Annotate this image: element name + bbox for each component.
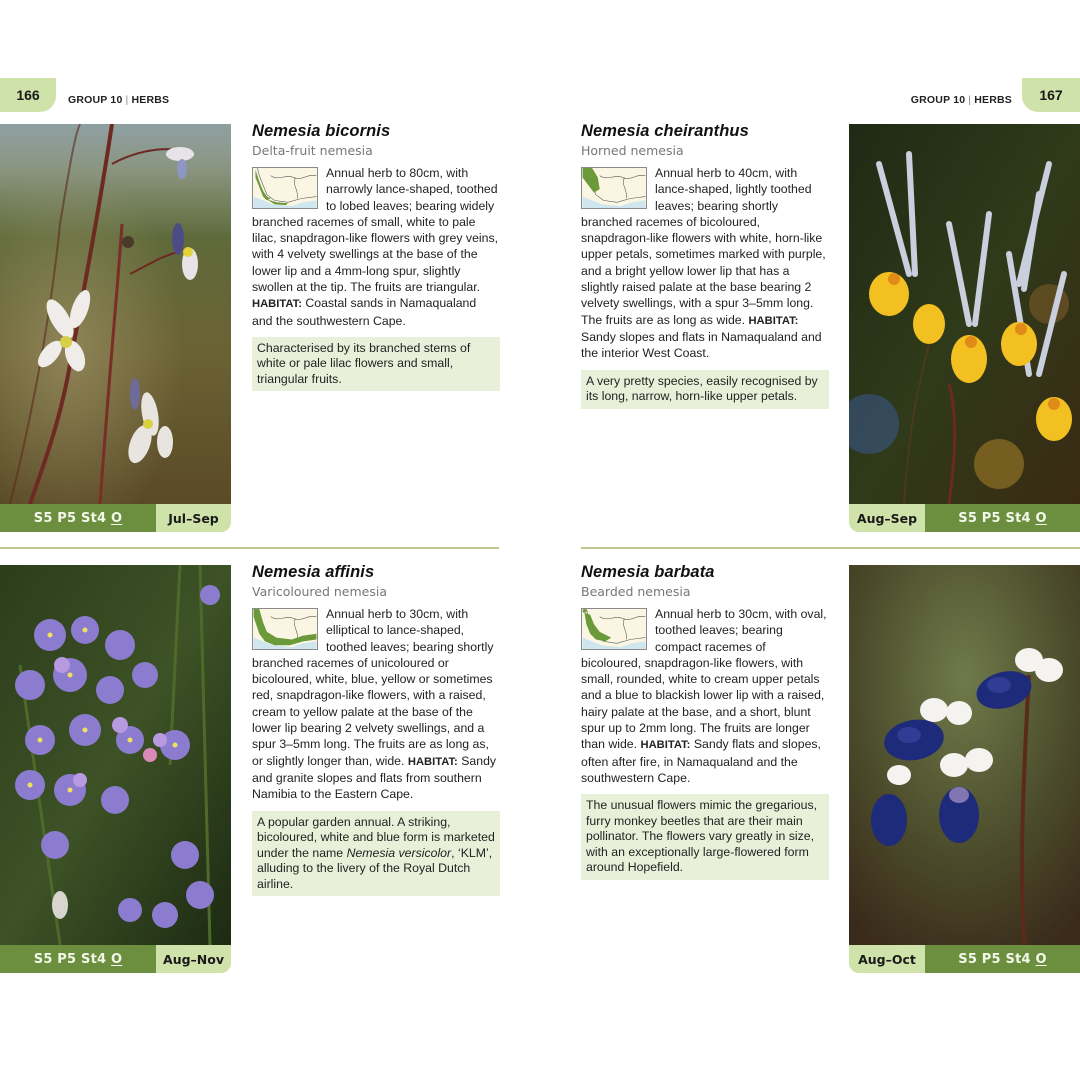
section-label: HERBS <box>131 94 170 106</box>
entry-nemesia-bicornis <box>252 121 500 391</box>
distribution-map-icon <box>252 608 318 650</box>
section-label: HERBS <box>974 94 1012 106</box>
page-number-left: 166 <box>0 78 56 112</box>
identification-note: Characterised by its branched stems of white or pale lilac flowers and small, triangular fruits. <box>252 337 500 392</box>
entry-nemesia-affinis <box>252 562 500 896</box>
photo-nemesia-cheiranthus <box>849 124 1080 504</box>
badge-nemesia-cheiranthus <box>849 504 1080 532</box>
identification-note: A very pretty species, easily recognised by its long, narrow, horn-like upper petals. <box>581 370 829 409</box>
common-name: Delta-fruit nemesia <box>252 143 373 158</box>
conservation-codes: S5 P5 St4 O <box>0 504 156 532</box>
running-head-right: GROUP 10 | HERBS <box>910 94 1012 106</box>
scientific-name: Nemesia barbata <box>581 563 715 581</box>
section-divider-left <box>0 547 499 549</box>
badge-nemesia-affinis <box>0 945 231 973</box>
entry-nemesia-cheiranthus <box>581 121 829 409</box>
species-description: Annual herb to 30cm, with oval, toothed leaves; bearing compact racemes of bicoloured, snapdragon-like flowers, with small, rounded, white to cream upper petals and a blue to blackish lower lip with a raised, hairy palate at the base, and a short, blunt spur up to 2mm long. The fruits are longer than wide. HABITAT: Sandy flats and slopes, often after fire, in Namaqualand and the southwestern Cape. <box>581 607 827 785</box>
entry-nemesia-barbata <box>581 562 829 880</box>
common-name: Horned nemesia <box>581 143 684 158</box>
scientific-name: Nemesia bicornis <box>252 122 391 140</box>
running-head-left: GROUP 10 | HERBS <box>68 94 170 106</box>
flowering-months: Aug–Oct <box>849 945 925 973</box>
flowering-months: Aug–Sep <box>849 504 925 532</box>
page-number-right: 167 <box>1022 78 1080 112</box>
identification-note: The unusual flowers mimic the gregarious, furry monkey beetles that are their main pollinator. The flowers vary greatly in size, with an exceptionally large-flowered form around Hopefield. <box>581 794 829 880</box>
group-label: GROUP 10 <box>68 94 123 106</box>
flowering-months: Jul–Sep <box>156 504 231 532</box>
distribution-map-icon <box>252 167 318 209</box>
species-description: Annual herb to 80cm, with narrowly lance-shaped, toothed to lobed leaves; bearing widely branched racemes of small, white to pale lilac, snapdragon-like flowers with grey veins, with 4 velvety swellings at the base of the lower lip and a 4mm-long spur, slightly swollen at the tip. The fruits are triangular. HABITAT: Coastal sands in Namaqualand and the southwestern Cape. <box>252 166 499 328</box>
scientific-name: Nemesia cheiranthus <box>581 122 749 140</box>
badge-nemesia-barbata <box>849 945 1080 973</box>
conservation-codes: S5 P5 St4 O <box>925 504 1080 532</box>
conservation-codes: S5 P5 St4 O <box>925 945 1080 973</box>
badge-nemesia-bicornis <box>0 504 231 532</box>
section-divider-right <box>581 547 1080 549</box>
photo-nemesia-bicornis <box>0 124 231 504</box>
common-name: Bearded nemesia <box>581 584 691 599</box>
common-name: Varicoloured nemesia <box>252 584 388 599</box>
photo-nemesia-barbata <box>849 565 1080 945</box>
conservation-codes: S5 P5 St4 O <box>0 945 156 973</box>
distribution-map-icon <box>581 167 647 209</box>
species-description: Annual herb to 30cm, with elliptical to lance-shaped, toothed leaves; bearing shortly branched racemes of unicoloured or bicoloured, white, blue, yellow or sometimes red, snapdragon-like flowers, with a raised, cream to yellow palate at the base of the lower lip bearing 2 velvety swellings, and a spur 3–5mm long. The fruits are as long as, or slightly longer than, wide. HABITAT: Sandy and granite slopes and flats from southern Namibia to the Eastern Cape. <box>252 607 497 802</box>
flowering-months: Aug–Nov <box>156 945 231 973</box>
distribution-map-icon <box>581 608 647 650</box>
photo-nemesia-affinis <box>0 565 231 945</box>
group-label: GROUP 10 <box>910 94 966 106</box>
scientific-name: Nemesia affinis <box>252 563 375 581</box>
species-description: Annual herb to 40cm, with lance-shaped, lightly toothed leaves; bearing shortly branched racemes of bicoloured, snapdragon-like flowers with white, horn-like upper petals, sometimes marked with purple, and a bright yellow lower lip that has a slightly raised palate at the base bearing 2 velvety swellings, with a spur 3–5mm long. The fruits are as long as wide. HABITAT: Sandy slopes and flats in Namaqualand and the interior West Coast. <box>581 166 826 361</box>
identification-note: A popular garden annual. A striking, bicoloured, white and blue form is marketed under the name Nemesia versicolor, ‘KLM’, alluding to the livery of the Royal Dutch airline. <box>252 811 500 897</box>
